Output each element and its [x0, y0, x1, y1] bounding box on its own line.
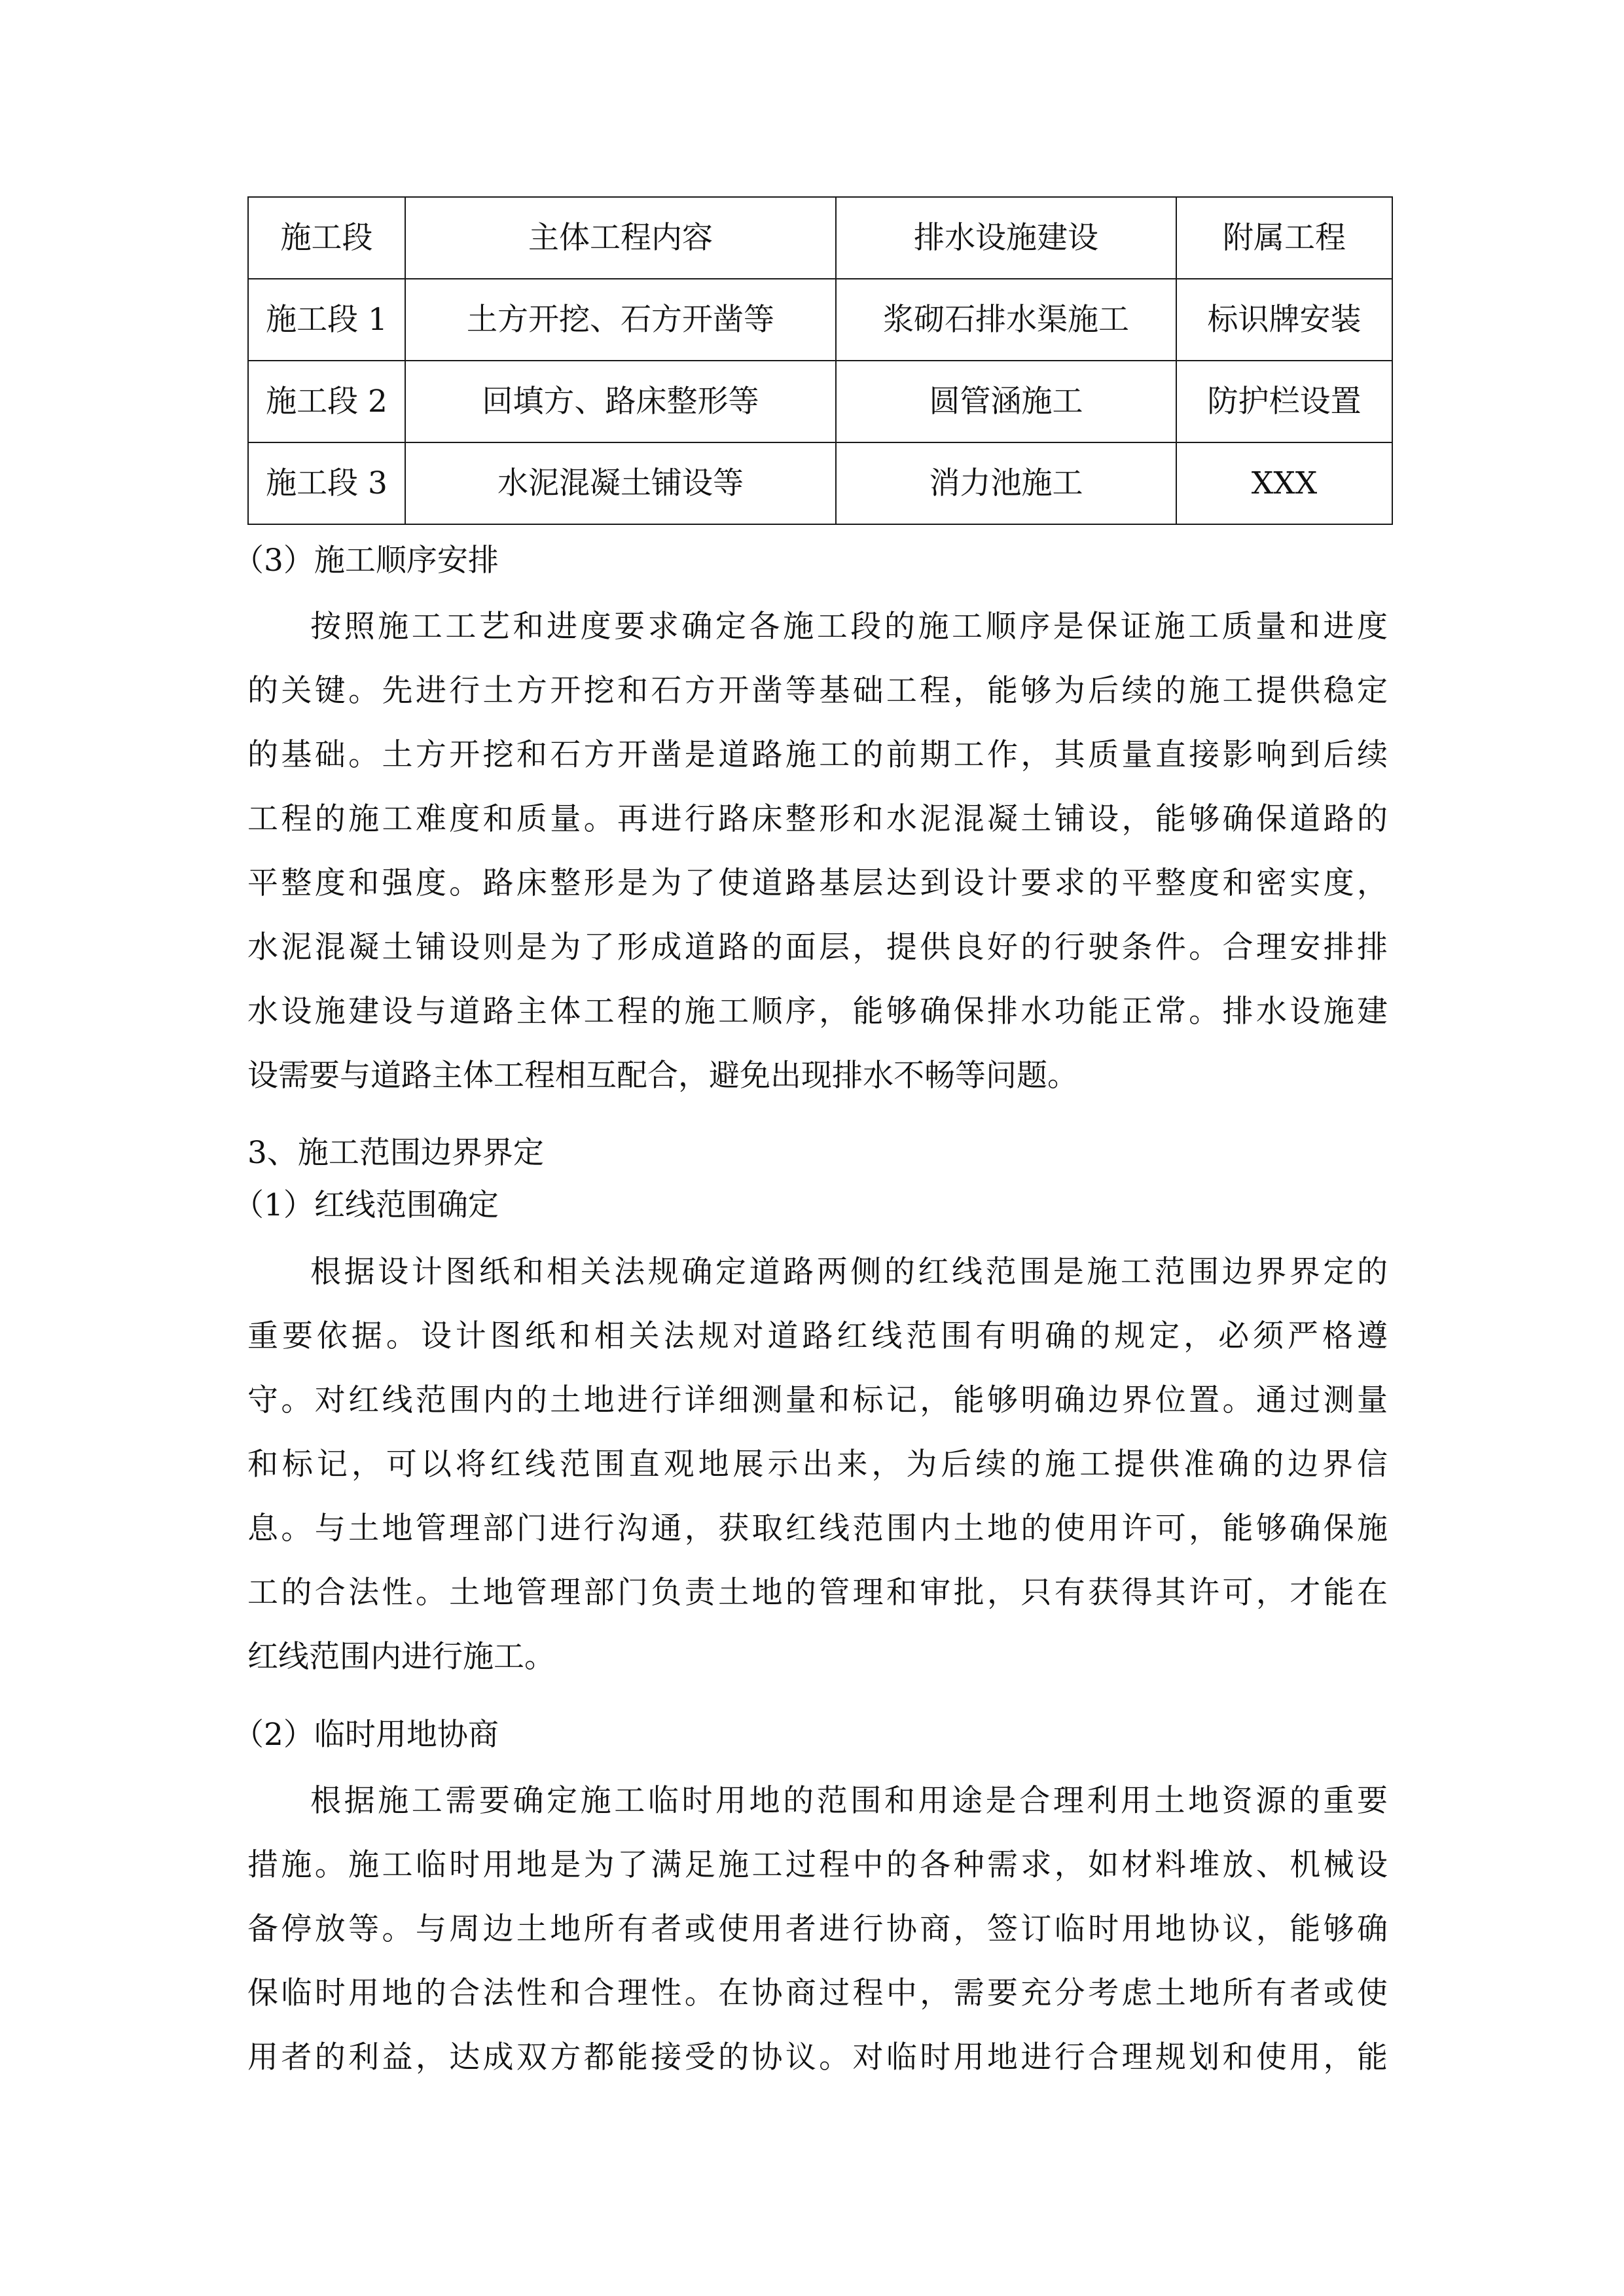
paragraph-line: 平整度和强度。路床整形是为了使道路基层达到设计要求的平整度和密实度，: [247, 865, 1388, 901]
table-cell: 回填方、路床整形等: [405, 361, 836, 442]
paragraph-order: [247, 595, 1388, 1108]
table-cell: 水泥混凝土铺设等: [405, 442, 836, 524]
paragraph-line: 的关键。先进行土方开挖和石方开凿等基础工程，能够为后续的施工提供稳定: [247, 673, 1388, 709]
table-cell: 圆管涵施工: [836, 361, 1176, 442]
table-cell: 施工段 2: [248, 361, 405, 442]
table-cell: 标识牌安装: [1176, 279, 1392, 361]
section-heading-temp-land: （2）临时用地协商: [233, 1717, 499, 1753]
section-heading-redline: （1）红线范围确定: [233, 1187, 499, 1223]
paragraph-line: 设需要与道路主体工程相互配合，避免出现排水不畅等问题。: [247, 1058, 1078, 1094]
table-cell: 防护栏设置: [1176, 361, 1392, 442]
paragraph-line: 措施。施工临时用地是为了满足施工过程中的各种需求，如材料堆放、机械设: [247, 1847, 1388, 1883]
paragraph-line: 按照施工工艺和进度要求确定各施工段的施工顺序是保证施工质量和进度: [310, 609, 1388, 645]
table-row: [248, 442, 1392, 524]
table-row: [248, 279, 1392, 361]
section-heading-boundary: 3、施工范围边界界定: [247, 1135, 544, 1171]
table-cell: 施工段 1: [248, 279, 405, 361]
table-header-cell: 施工段: [248, 197, 405, 279]
paragraph-line: 红线范围内进行施工。: [247, 1639, 555, 1675]
table-cell: 消力池施工: [836, 442, 1176, 524]
paragraph-line: 保临时用地的合法性和合理性。在协商过程中，需要充分考虑土地所有者或使: [247, 1975, 1388, 2011]
paragraph-line: 工的合法性。土地管理部门负责土地的管理和审批，只有获得其许可，才能在: [247, 1575, 1388, 1611]
paragraph-line: 和标记，可以将红线范围直观地展示出来，为后续的施工提供准确的边界信: [247, 1446, 1388, 1482]
table-row: [248, 361, 1392, 442]
table-cell: XXX: [1176, 442, 1392, 524]
table-cell: 土方开挖、石方开凿等: [405, 279, 836, 361]
paragraph-line: 工程的施工难度和质量。再进行路床整形和水泥混凝土铺设，能够确保道路的: [247, 801, 1388, 837]
section-heading-order: （3）施工顺序安排: [233, 543, 499, 579]
paragraph-redline: [247, 1240, 1388, 1689]
paragraph-line: 水泥混凝土铺设则是为了形成道路的面层，提供良好的行驶条件。合理安排排: [247, 929, 1388, 965]
paragraph-line: 备停放等。与周边土地所有者或使用者进行协商，签订临时用地协议，能够确: [247, 1911, 1388, 1947]
paragraph-line: 用者的利益，达成双方都能接受的协议。对临时用地进行合理规划和使用，能: [247, 2039, 1388, 2075]
paragraph-line: 的基础。土方开挖和石方开凿是道路施工的前期工作，其质量直接影响到后续: [247, 737, 1388, 773]
table-header-cell: 排水设施建设: [836, 197, 1176, 279]
paragraph-line: 水设施建设与道路主体工程的施工顺序，能够确保排水功能正常。排水设施建: [247, 994, 1388, 1030]
paragraph-line: 根据设计图纸和相关法规确定道路两侧的红线范围是施工范围边界界定的: [310, 1254, 1388, 1290]
paragraph-line: 重要依据。设计图纸和相关法规对道路红线范围有明确的规定，必须严格遵: [247, 1318, 1388, 1354]
table-header-cell: 附属工程: [1176, 197, 1392, 279]
table-cell: 施工段 3: [248, 442, 405, 524]
table-header-cell: 主体工程内容: [405, 197, 836, 279]
paragraph-line: 守。对红线范围内的土地进行详细测量和标记，能够明确边界位置。通过测量: [247, 1382, 1388, 1418]
table-cell: 浆砌石排水渠施工: [836, 279, 1176, 361]
paragraph-line: 息。与土地管理部门进行沟通，获取红线范围内土地的使用许可，能够确保施: [247, 1511, 1388, 1547]
table-header-row: [248, 197, 1392, 279]
paragraph-temp-land: [247, 1769, 1388, 2090]
paragraph-line: 根据施工需要确定施工临时用地的范围和用途是合理利用土地资源的重要: [310, 1783, 1388, 1819]
construction-segment-table: [247, 196, 1393, 525]
